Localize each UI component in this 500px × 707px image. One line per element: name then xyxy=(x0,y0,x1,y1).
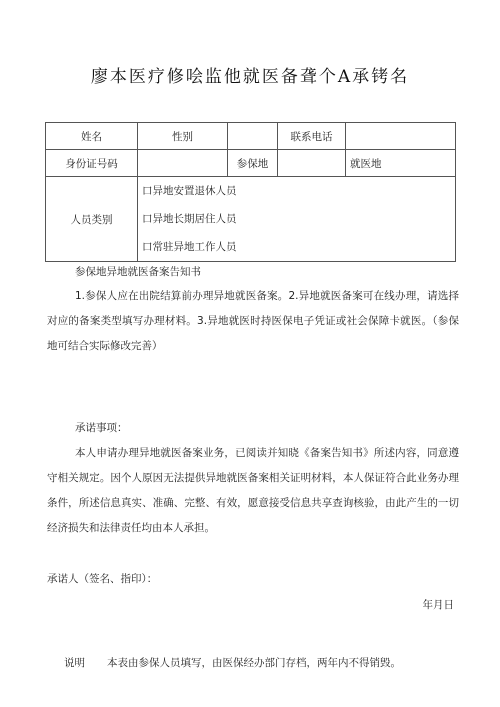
table-row xyxy=(46,123,456,150)
person-type-label: 人员类别 xyxy=(46,177,138,262)
insured-place-value-cell[interactable] xyxy=(278,150,346,177)
commitment-heading: 承诺事项： xyxy=(75,422,128,434)
person-type-option[interactable]: 口常驻异地工作人员 xyxy=(142,241,237,253)
treatment-place-label: 就医地 xyxy=(346,150,456,177)
table-row xyxy=(46,177,456,262)
gender-value-cell[interactable] xyxy=(228,123,278,150)
person-type-option[interactable]: 口异地长期居住人员 xyxy=(142,213,237,225)
table-row xyxy=(46,150,456,177)
signature-label: 承诺人（签名、指印）： xyxy=(47,573,158,585)
footer-note-label: 说明 xyxy=(64,657,85,669)
applicant-info-table xyxy=(45,122,456,262)
insured-place-label: 参保地 xyxy=(228,150,278,177)
document-title: 廖本医疗修哙监他就医备聋个A承铐名 xyxy=(90,67,410,87)
id-number-label: 身份证号码 xyxy=(46,150,138,177)
notice-heading: 参保地异地就医备案告知书 xyxy=(75,266,201,278)
name-label: 姓名 xyxy=(46,123,138,150)
notice-body: 1.参保人应在出院结算前办理异地就医备案。2.异地就医备案可在线办理，请选择对应的备案类型填写办理材料。3.异地就医时持医保电子凭证或社会保障卡就医。（参保地可结合实际修改完善） xyxy=(47,290,459,352)
footer-note-text: 本表由参保人员填写，由医保经办部门存档，两年内不得销毁。 xyxy=(107,657,401,669)
id-number-value-cell[interactable] xyxy=(138,150,228,177)
date-label: 年月日 xyxy=(422,599,454,611)
person-type-option[interactable]: 口异地安置退休人员 xyxy=(142,185,237,197)
phone-label: 联系电话 xyxy=(278,123,346,150)
person-type-options xyxy=(138,177,456,262)
commitment-body: 本人申请办理异地就医备案业务，已阅读并知晓《备案告知书》所述内容，同意遵守相关规定。因个人原因无法提供异地就医备案相关证明材料，本人保证符合此业务办理条件，所述信息真实、准确、完整、有效，愿意接受信息共享查询核验，由此产生的一切经济损失和法律责任均由本人承担。 xyxy=(47,447,459,534)
phone-value-cell[interactable] xyxy=(346,123,456,150)
gender-label: 性别 xyxy=(138,123,228,150)
